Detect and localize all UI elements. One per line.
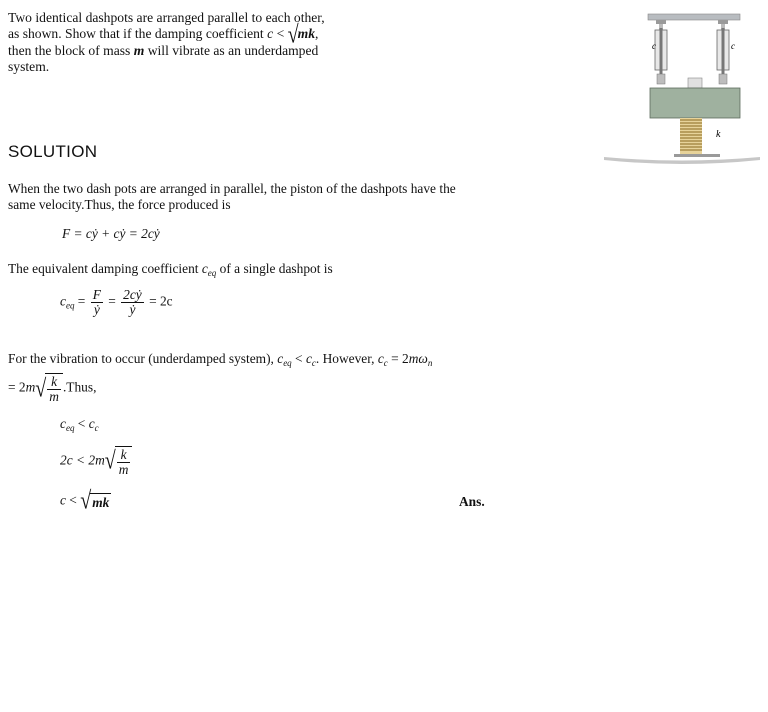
numerator: 2cẏ — [123, 287, 142, 302]
solution-paragraph-2 — [8, 261, 488, 281]
var-c: c — [88, 416, 95, 431]
equation-ceq — [60, 288, 173, 317]
var-c: c — [60, 492, 66, 508]
numerator: k — [47, 375, 61, 390]
label-c-right: c — [731, 41, 735, 51]
equation-force: F = cẏ + cẏ = 2cẏ — [62, 226, 160, 241]
sub-eq: eq — [207, 268, 217, 278]
sub-eq: eq — [65, 300, 75, 311]
eq4-text: 2c < 2 — [60, 452, 96, 468]
radical-sign-icon: √ — [80, 487, 92, 515]
var-c: c — [305, 351, 312, 366]
sqrt-mk — [80, 487, 111, 515]
sub-eq: eq — [65, 423, 75, 433]
equals: = — [74, 293, 89, 309]
lt-symbol: < — [65, 492, 81, 508]
para3-text: = 2 — [387, 351, 409, 366]
para3-text: For the vibration to occur (underdamped system), — [8, 351, 278, 366]
spring-icon — [680, 118, 702, 154]
var-c: c — [201, 261, 208, 276]
var-m: m — [95, 452, 105, 468]
answer-label: Ans. — [459, 494, 485, 509]
problem-statement — [8, 10, 353, 75]
solution-paragraph-3 — [8, 351, 488, 404]
equation-2c-lt — [60, 446, 132, 477]
sqrt-k-over-m — [105, 446, 133, 477]
radicand: mk — [92, 494, 110, 510]
numerator: k — [117, 448, 131, 463]
label-c-left: c — [652, 41, 656, 51]
sub-c: c — [94, 423, 99, 433]
sqrt-mk — [287, 21, 315, 50]
var-c: c — [267, 26, 274, 41]
sub-n: n — [427, 358, 433, 368]
equals: = — [104, 293, 120, 309]
denominator: ẏ — [93, 302, 100, 317]
left-dashpot-icon — [655, 20, 667, 84]
right-dashpot-icon — [717, 20, 729, 84]
rhs: = 2c — [145, 293, 173, 309]
equation-c-lt-sqrt-mk — [60, 487, 111, 515]
para3-line-2 — [8, 373, 488, 404]
radical-sign-icon: √ — [35, 374, 47, 403]
var-m-omega: mω — [408, 351, 428, 366]
var-c: c — [60, 293, 66, 309]
para3-text: = 2 — [8, 379, 26, 395]
sqrt-k-over-m — [35, 373, 63, 404]
label-k: k — [716, 129, 721, 140]
lt-symbol: < — [291, 351, 306, 366]
ground — [604, 157, 760, 164]
var-c: c — [277, 351, 284, 366]
problem-line-4: system. — [8, 59, 50, 75]
radicand: mk — [297, 26, 315, 42]
sub-c: c — [311, 358, 316, 368]
para2-text: The equivalent damping coefficient — [8, 261, 202, 276]
lt-symbol: < — [273, 26, 288, 41]
para3-line-1 — [8, 351, 488, 371]
spring-base — [674, 154, 720, 157]
var-c: c — [377, 351, 384, 366]
var-m: m — [25, 379, 36, 395]
equation-ceq-lt-cc — [60, 416, 99, 433]
para2-text: of a single dashpot is — [216, 261, 333, 276]
problem-line-3 — [8, 43, 353, 59]
lt-symbol: < — [74, 416, 89, 431]
denominator: m — [118, 462, 129, 477]
var-m: m — [133, 43, 145, 59]
para1-line-1: When the two dash pots are arranged in parallel, the piston of the dashpots have the — [8, 181, 456, 196]
sub-c: c — [383, 358, 388, 368]
comma: , — [315, 26, 319, 41]
problem-text: as shown. Show that if the damping coefficient — [8, 26, 268, 41]
denominator: m — [49, 389, 59, 404]
mass-block — [650, 88, 740, 118]
sub-eq: eq — [283, 358, 292, 368]
radical-sign-icon: √ — [287, 21, 299, 50]
problem-line-1: Two identical dashpots are arranged parallel to each other, — [8, 10, 325, 25]
solution-paragraph-1 — [8, 181, 488, 213]
numerator: F — [92, 287, 101, 302]
fraction-2cydot-over-ydot — [121, 288, 144, 317]
denominator: ẏ — [129, 302, 136, 317]
solution-heading: SOLUTION — [8, 142, 98, 161]
problem-line-2 — [8, 21, 353, 50]
problem-text: will vibrate as an underdamped — [144, 43, 319, 59]
var-c: c — [60, 416, 66, 431]
para3-text: . However, — [315, 351, 378, 366]
para3-text: .Thus, — [62, 379, 97, 395]
para1-line-2: same velocity.Thus, the force produced is — [8, 197, 231, 212]
problem-text: then the block of mass — [8, 43, 134, 59]
radical-sign-icon: √ — [104, 447, 116, 475]
block-knob — [688, 78, 702, 88]
dashpot-figure — [600, 10, 765, 170]
ceiling-plate — [648, 14, 740, 20]
fraction-f-over-ydot — [91, 288, 103, 317]
